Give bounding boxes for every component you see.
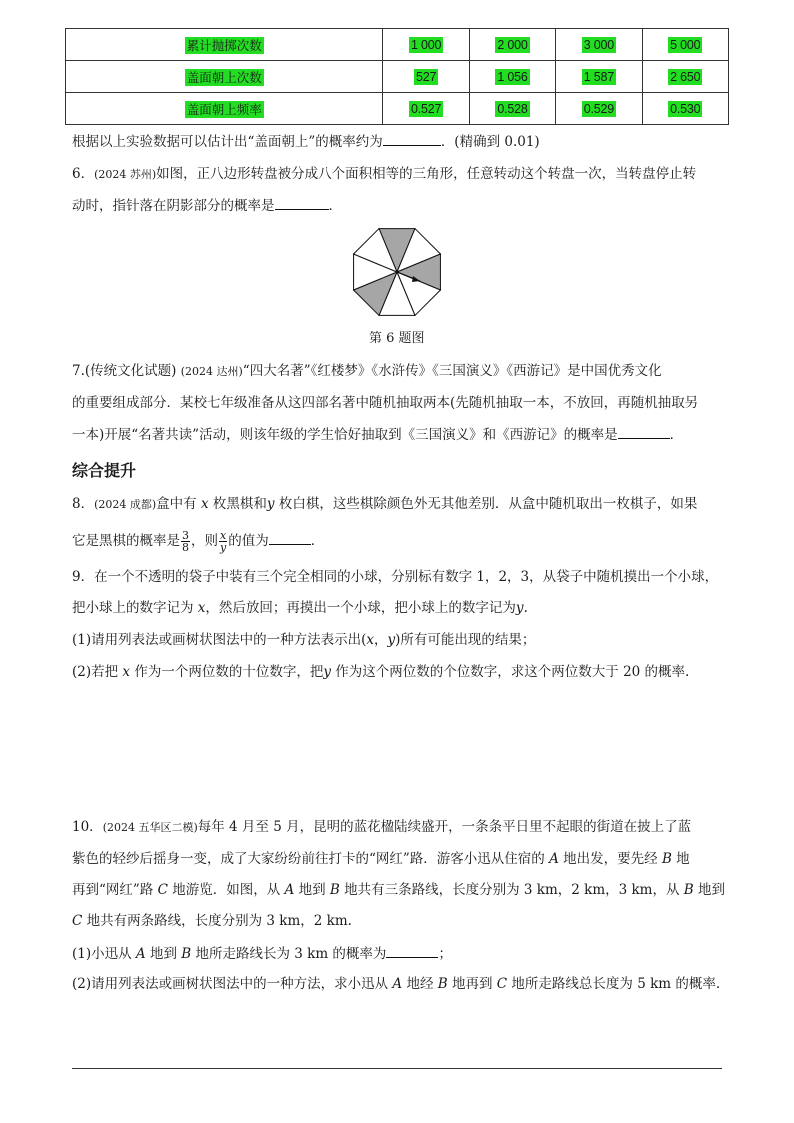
q9-line-1	[72, 567, 718, 587]
q6-line-2	[72, 195, 342, 216]
value-cell	[383, 93, 469, 125]
question-number: 10．	[72, 819, 103, 835]
q9-line-2	[72, 598, 528, 618]
answer-blank[interactable]	[275, 195, 329, 210]
variable-y: y	[387, 632, 396, 648]
q10-text: 地到	[693, 882, 725, 898]
q8-text: 它是黑棋的概率是	[72, 533, 180, 549]
row-header-cell	[66, 29, 383, 61]
value-cell	[469, 93, 555, 125]
q9-text: )所有可能出现的结果；	[395, 632, 536, 648]
row-header-cell	[66, 61, 383, 93]
q7-line-2	[72, 393, 698, 413]
cell-value: 527	[415, 70, 437, 84]
answer-blank[interactable]	[618, 424, 670, 439]
answer-blank[interactable]	[383, 131, 441, 146]
q7-text: 的重要组成部分．某校七年级准备从这四部名著中随机抽取两本(先随机抽取一本，不放回，再随机抽取另	[72, 395, 699, 411]
octagon-spinner-figure	[349, 224, 445, 320]
q7-text-end: ．	[669, 427, 684, 443]
fraction-denominator: y	[220, 541, 227, 554]
cell-value: 0.527	[410, 102, 442, 116]
cell-value: 0.529	[583, 102, 615, 116]
value-cell	[642, 61, 728, 93]
value-cell	[383, 29, 469, 61]
cell-value: 0.528	[497, 102, 528, 116]
q10-text: 地到	[145, 946, 182, 962]
q8-text: 的值为	[228, 533, 269, 549]
fraction-x-y	[219, 530, 227, 553]
q10-line-2	[72, 849, 690, 869]
variable-x: x	[200, 496, 209, 512]
fraction-3-8	[181, 530, 190, 553]
point-c: C	[496, 976, 508, 992]
q6-line-1	[72, 164, 696, 185]
page-footer-rule	[72, 1068, 722, 1069]
point-a: A	[392, 976, 403, 992]
cell-value: 1 056	[497, 70, 528, 84]
q10-text: 紫色的轻纱后摇身一变，成了大家纷纷前往打卡的“网红”路．游客小迅从住宿的	[72, 851, 550, 867]
q9-text: 作为这个两位数的个位数字，求这个两位数大于 20 的概率.	[330, 664, 690, 680]
point-c: C	[157, 882, 168, 898]
question-number: 6．	[72, 166, 95, 182]
q8-text: ，则	[191, 533, 218, 549]
q10-text: 地到	[294, 882, 330, 898]
q10-text: 再到“网红”路	[72, 882, 158, 898]
q10-text: 地经	[402, 976, 438, 992]
q6-text-end: ．	[328, 198, 342, 214]
value-cell	[556, 61, 642, 93]
cell-value: 3 000	[583, 38, 615, 52]
point-b: B	[437, 976, 448, 992]
section-title: 综合提升	[72, 461, 137, 480]
cell-value: 0.530	[670, 102, 701, 116]
cell-value: 2 000	[497, 38, 528, 52]
question-source: (2024 成都)	[94, 498, 157, 511]
point-b: B	[181, 946, 192, 962]
row-header-label: 盖面朝上频率	[186, 101, 262, 117]
variable-y: y	[515, 600, 524, 616]
cell-value: 2 650	[670, 70, 701, 84]
answer-blank[interactable]	[386, 943, 438, 958]
q10-text-end: ；	[438, 946, 452, 962]
q9-text: (1)请用列表法或画树状图法中的一种方法表示出(	[72, 632, 367, 648]
variable-x: x	[366, 632, 375, 648]
table-row	[66, 93, 729, 125]
q10-text: 地	[671, 851, 690, 867]
q8-text: 枚白棋，这些棋除颜色外无其他差别．从盒中随机取出一枚棋子，如果	[274, 496, 698, 512]
fraction-numerator: 3	[182, 529, 189, 542]
q7-line-1	[72, 361, 662, 382]
q10-text: 每年 4 月至 5 月，昆明的蓝花楹陆续盛开，一条条平日里不起眼的街道在披上了蓝	[197, 819, 692, 835]
q9-text: .	[523, 600, 528, 616]
q8-text: 盒中有	[156, 496, 201, 512]
cell-value: 1 000	[410, 38, 442, 52]
point-a: A	[549, 851, 559, 867]
table-row	[66, 61, 729, 93]
q9-text: 把小球上的数字记为	[72, 600, 198, 616]
variable-x: x	[122, 664, 131, 680]
answer-blank[interactable]	[269, 530, 311, 545]
row-header-cell	[66, 93, 383, 125]
q10-text: (2)请用列表法或画树状图法中的一种方法，求小迅从	[72, 976, 393, 992]
value-cell	[642, 29, 728, 61]
point-c: C	[72, 913, 83, 929]
q9-text: 9．在一个不透明的袋子中装有三个完全相同的小球，分别标有数字 1，2，3，从袋子中随机摸出一个小球，	[72, 569, 719, 585]
q5-conclusion-line	[72, 131, 540, 152]
figure-caption: 第 6 题图	[369, 331, 425, 346]
q9-text: 作为一个两位数的十位数字，把	[130, 664, 324, 680]
point-b: B	[683, 882, 694, 898]
q10-part-2	[72, 974, 720, 994]
value-cell	[383, 61, 469, 93]
row-header-label: 盖面朝上次数	[186, 69, 262, 85]
fraction-denominator: 8	[182, 541, 189, 554]
row-header-label: 累计抛掷次数	[186, 37, 262, 53]
experiment-table	[65, 28, 729, 125]
q10-text: 地所走路线长为 3 km 的概率为	[191, 946, 387, 962]
q10-text: 地再到	[447, 976, 497, 992]
q10-part-1	[72, 943, 452, 964]
q7-text: “四大名著”《红楼梦》《水浒传》《三国演义》《西游记》是中国优秀文化	[242, 363, 662, 379]
question-source: (2024 五华区二模)	[102, 821, 198, 834]
q10-text: 地共有三条路线，长度分别为 3 km，2 km，3 km，从	[339, 882, 684, 898]
question-number: 8．	[72, 496, 95, 512]
table-row	[66, 29, 729, 61]
q8-text-end: ．	[310, 533, 325, 549]
q10-text: 地出发，要先经	[558, 851, 662, 867]
fraction-numerator: x	[220, 529, 227, 542]
q9-text: ，	[374, 632, 388, 648]
q10-text: 地游览．如图，从	[167, 882, 285, 898]
q9-text: ，然后放回；再摸出一个小球，把小球上的数字记为	[205, 600, 516, 616]
q5-text: 根据以上实验数据可以估计出“盖面朝上”的概率约为	[72, 134, 383, 150]
q8-line-2	[72, 530, 324, 553]
question-source: (2024 达州)	[180, 365, 243, 378]
q7-line-3	[72, 424, 683, 445]
q10-line-3	[72, 880, 725, 900]
q8-line-1	[72, 494, 697, 515]
q7-text: 7.(传统文化试题)	[72, 363, 181, 379]
q6-text: 动时，指针落在阴影部分的概率是	[72, 198, 275, 214]
point-a: A	[135, 946, 146, 962]
value-cell	[642, 93, 728, 125]
question-source: (2024 苏州)	[94, 168, 157, 181]
point-b: B	[661, 851, 672, 867]
q5-text-end: ．(精确到 0.01)	[440, 134, 540, 150]
value-cell	[556, 29, 642, 61]
point-b: B	[329, 882, 340, 898]
q10-line-1	[72, 817, 691, 838]
q9-part-1	[72, 630, 535, 650]
q10-line-4	[72, 911, 352, 931]
value-cell	[556, 93, 642, 125]
q10-text: 地所走路线总长度为 5 km 的概率.	[507, 976, 721, 992]
cell-value: 1 587	[583, 70, 615, 84]
q9-part-2	[72, 662, 689, 682]
q10-text: 地共有两条路线，长度分别为 3 km，2 km.	[82, 913, 352, 929]
q8-text: 枚黑棋和	[208, 496, 267, 512]
value-cell	[469, 29, 555, 61]
variable-y: y	[323, 664, 331, 680]
q9-text: (2)若把	[72, 664, 123, 680]
cell-value: 5 000	[670, 38, 701, 52]
value-cell	[469, 61, 555, 93]
q6-text: 如图，正八边形转盘被分成八个面积相等的三角形，任意转动这个转盘一次，当转盘停止转	[156, 166, 697, 182]
point-a: A	[284, 882, 295, 898]
variable-x: x	[197, 600, 206, 616]
variable-y: y	[266, 496, 275, 512]
q10-text: (1)小迅从	[72, 946, 136, 962]
q7-text: 一本)开展“名著共读”活动，则该年级的学生恰好抽取到《三国演义》和《西游记》的概率是	[72, 427, 618, 443]
